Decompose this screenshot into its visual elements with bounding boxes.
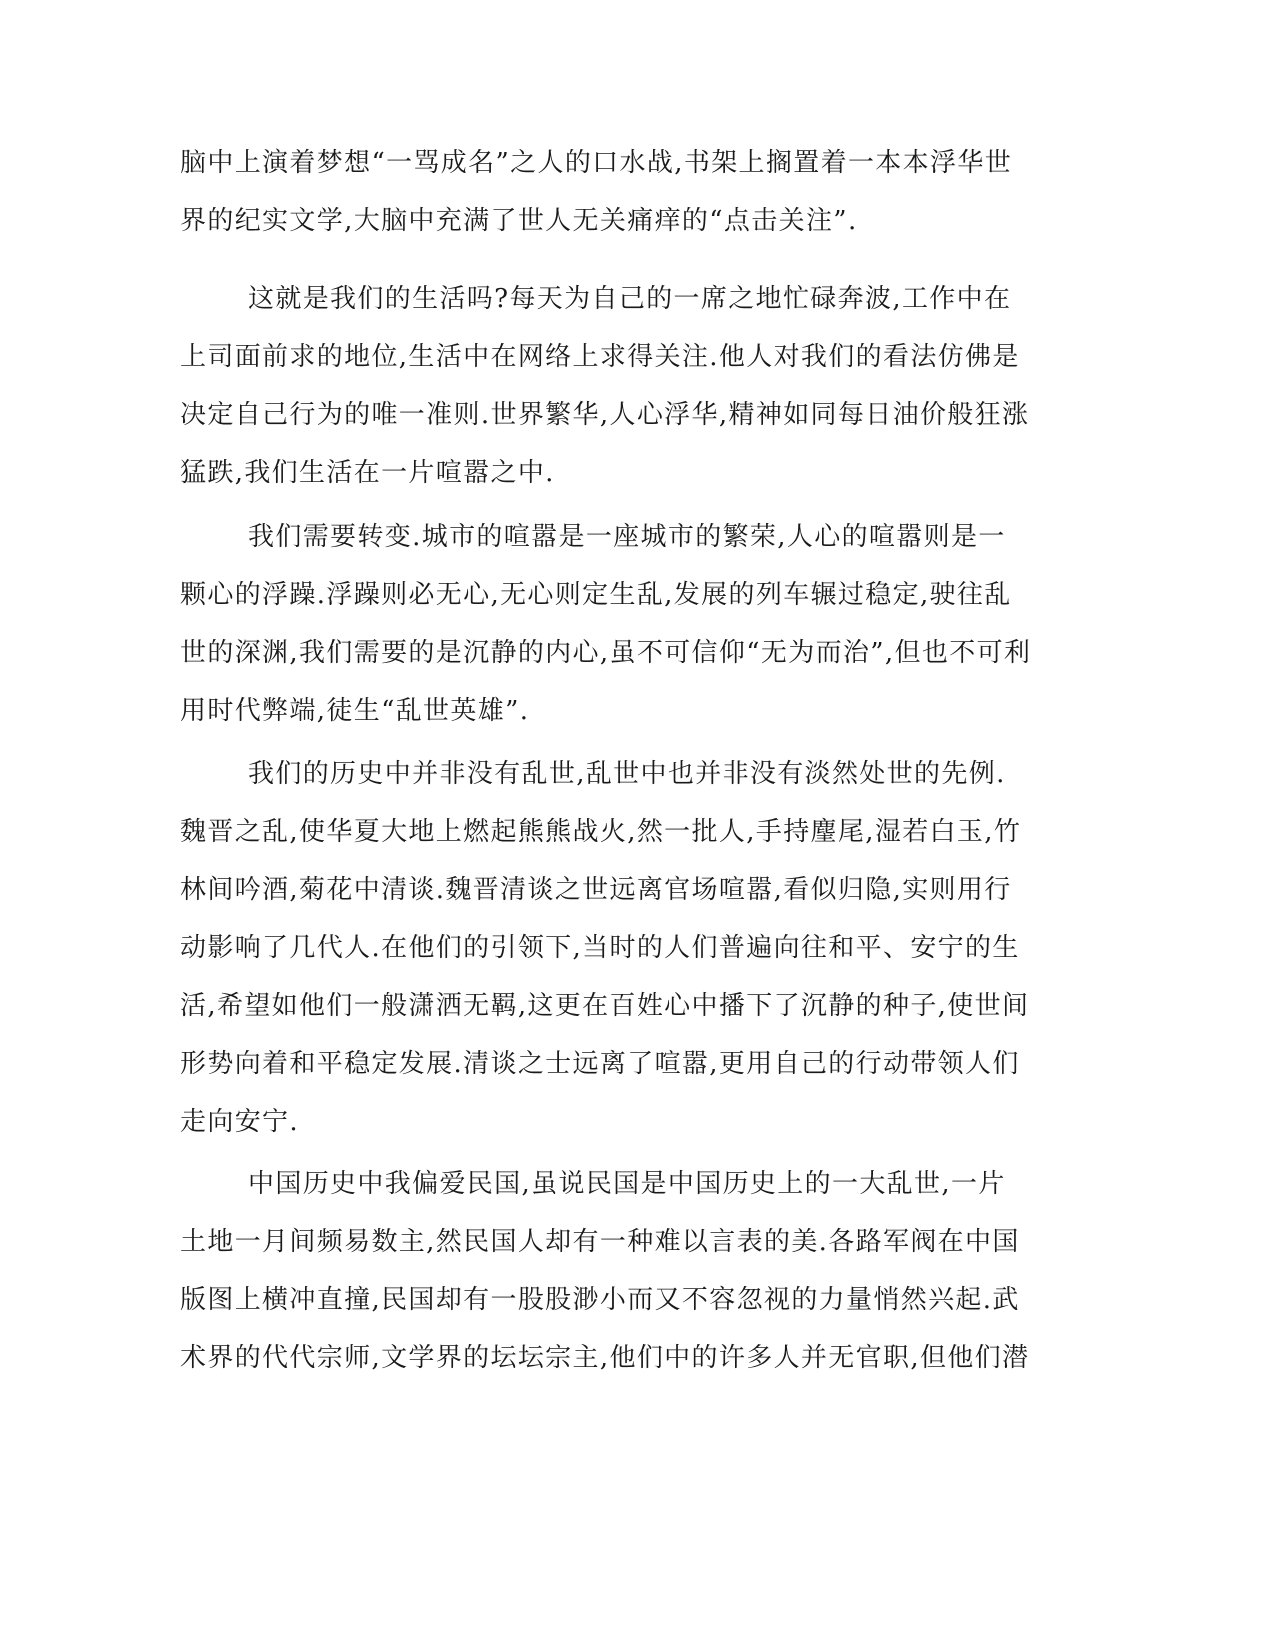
text-line: 决定自己行为的唯一准则.世界繁华,人心浮华,精神如同每日油价般狂涨 bbox=[180, 400, 1030, 430]
text-line: 上司面前求的地位,生活中在网络上求得关注.他人对我们的看法仿佛是 bbox=[180, 342, 1020, 372]
paragraph-first-line: 我们的历史中并非没有乱世,乱世中也并非没有淡然处世的先例. bbox=[248, 759, 1006, 789]
text-line: 版图上横冲直撞,民国却有一股股渺小而又不容忽视的力量悄然兴起.武 bbox=[180, 1285, 1020, 1315]
text-line: 猛跌,我们生活在一片喧嚣之中. bbox=[180, 458, 555, 488]
text-line: 脑中上演着梦想“一骂成名”之人的口水战,书架上搁置着一本本浮华世 bbox=[180, 148, 1013, 178]
paragraph-first-line: 这就是我们的生活吗?每天为自己的一席之地忙碌奔波,工作中在 bbox=[248, 284, 1012, 314]
text-line: 用时代弊端,徒生“乱世英雄”. bbox=[180, 696, 530, 726]
paragraph-first-line: 我们需要转变.城市的喧嚣是一座城市的繁荣,人心的喧嚣则是一 bbox=[248, 522, 1006, 552]
text-line: 颗心的浮躁.浮躁则必无心,无心则定生乱,发展的列车辗过稳定,驶往乱 bbox=[180, 580, 1012, 610]
text-line: 走向安宁. bbox=[180, 1107, 300, 1137]
paragraph-first-line: 中国历史中我偏爱民国,虽说民国是中国历史上的一大乱世,一片 bbox=[248, 1169, 1006, 1199]
text-line: 林间吟酒,菊花中清谈.魏晋清谈之世远离官场喧嚣,看似归隐,实则用行 bbox=[180, 875, 1012, 905]
text-line: 魏晋之乱,使华夏大地上燃起熊熊战火,然一批人,手持麈尾,湿若白玉,竹 bbox=[180, 817, 1022, 847]
text-line: 术界的代代宗师,文学界的坛坛宗主,他们中的许多人并无官职,但他们潜 bbox=[180, 1343, 1030, 1373]
text-line: 动影响了几代人.在他们的引领下,当时的人们普遍向往和平、安宁的生 bbox=[180, 933, 1020, 963]
text-line: 土地一月间频易数主,然民国人却有一种难以言表的美.各路军阀在中国 bbox=[180, 1227, 1020, 1257]
text-line: 世的深渊,我们需要的是沉静的内心,虽不可信仰“无为而治”,但也不可利 bbox=[180, 638, 1032, 668]
text-line: 活,希望如他们一般潇洒无羁,这更在百姓心中播下了沉静的种子,使世间 bbox=[180, 991, 1030, 1021]
text-line: 界的纪实文学,大脑中充满了世人无关痛痒的“点击关注”. bbox=[180, 206, 858, 236]
text-line: 形势向着和平稳定发展.清谈之士远离了喧嚣,更用自己的行动带领人们 bbox=[180, 1049, 1020, 1079]
